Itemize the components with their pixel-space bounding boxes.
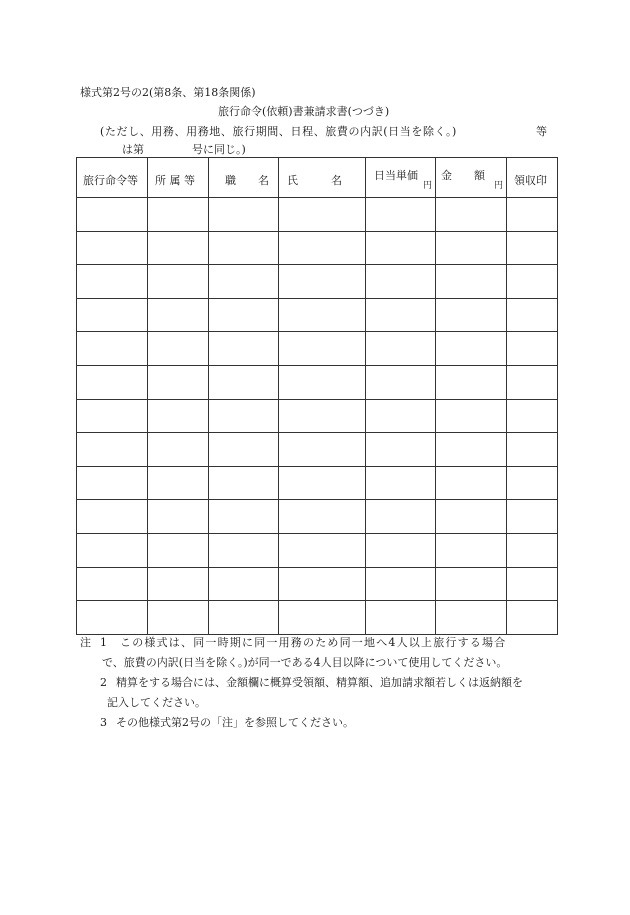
table-row <box>77 332 558 366</box>
table-cell[interactable] <box>507 399 558 433</box>
table-cell[interactable] <box>148 265 209 299</box>
header-name: 氏 名 <box>279 158 366 198</box>
note-1-line1: この様式は、同一時期に同一用務のため同一地へ4人以上旅行する場合 <box>120 636 507 649</box>
table-cell[interactable] <box>209 332 279 366</box>
table-row <box>77 601 558 635</box>
table-cell[interactable] <box>209 198 279 232</box>
table-cell[interactable] <box>148 399 209 433</box>
table-cell[interactable] <box>148 231 209 265</box>
yen-unit: 円 <box>493 181 503 191</box>
table-cell[interactable] <box>279 231 366 265</box>
table-cell[interactable] <box>148 601 209 635</box>
table-cell[interactable] <box>279 198 366 232</box>
table-cell[interactable] <box>436 365 507 399</box>
table-cell[interactable] <box>436 466 507 500</box>
table-row <box>77 365 558 399</box>
table-cell[interactable] <box>209 567 279 601</box>
table-cell[interactable] <box>148 466 209 500</box>
table-cell[interactable] <box>77 433 148 467</box>
table-cell[interactable] <box>366 399 436 433</box>
expense-table <box>76 157 558 635</box>
table-cell[interactable] <box>436 198 507 232</box>
table-cell[interactable] <box>148 298 209 332</box>
table-cell[interactable] <box>507 601 558 635</box>
header-amount: 金 額 円 <box>436 158 507 198</box>
note-3-line1: その他様式第2号の「注」を参照してください。 <box>116 716 354 729</box>
table-cell[interactable] <box>209 500 279 534</box>
table-cell[interactable] <box>279 332 366 366</box>
table-cell[interactable] <box>77 567 148 601</box>
table-cell[interactable] <box>148 567 209 601</box>
table-cell[interactable] <box>77 265 148 299</box>
note-2-number: 2 <box>100 676 107 689</box>
table-cell[interactable] <box>436 231 507 265</box>
table-cell[interactable] <box>436 601 507 635</box>
table-cell[interactable] <box>436 533 507 567</box>
table-cell[interactable] <box>279 533 366 567</box>
table-cell[interactable] <box>436 433 507 467</box>
table-cell[interactable] <box>366 533 436 567</box>
table-cell[interactable] <box>507 567 558 601</box>
table-cell[interactable] <box>366 433 436 467</box>
table-cell[interactable] <box>366 601 436 635</box>
yen-unit: 円 <box>422 181 432 191</box>
table-cell[interactable] <box>209 533 279 567</box>
table-cell[interactable] <box>209 365 279 399</box>
table-cell[interactable] <box>507 231 558 265</box>
table-row <box>77 231 558 265</box>
table-cell[interactable] <box>148 332 209 366</box>
table-cell[interactable] <box>366 298 436 332</box>
table-body <box>77 198 558 635</box>
table-cell[interactable] <box>507 466 558 500</box>
header-receipt-seal: 領収印 <box>507 158 558 198</box>
table-cell[interactable] <box>77 466 148 500</box>
table-cell[interactable] <box>148 500 209 534</box>
table-cell[interactable] <box>366 365 436 399</box>
header-note-line1-end: 等 <box>536 125 547 138</box>
table-cell[interactable] <box>148 198 209 232</box>
table-cell[interactable] <box>507 265 558 299</box>
table-cell[interactable] <box>77 198 148 232</box>
table-row <box>77 533 558 567</box>
form-id: 様式第2号の2(第8条、第18条関係) <box>80 86 256 99</box>
table-cell[interactable] <box>507 198 558 232</box>
table-cell[interactable] <box>507 298 558 332</box>
table-cell[interactable] <box>507 365 558 399</box>
table-cell[interactable] <box>279 265 366 299</box>
table-cell[interactable] <box>507 332 558 366</box>
table-cell[interactable] <box>77 298 148 332</box>
table-cell[interactable] <box>279 399 366 433</box>
table-cell[interactable] <box>366 198 436 232</box>
table-cell[interactable] <box>279 365 366 399</box>
notes-prefix: 注 <box>80 636 91 649</box>
table-cell[interactable] <box>77 533 148 567</box>
header-affiliation: 所 属 等 <box>148 158 209 198</box>
table-row <box>77 399 558 433</box>
header-note-line2-start: は第 <box>122 143 144 156</box>
header-note-line1: (ただし、用務、用務地、旅行期間、日程、旅費の内訳(日当を除く。) <box>100 125 457 138</box>
table-cell[interactable] <box>279 466 366 500</box>
header-daily-rate: 日当単価 円 <box>366 158 436 198</box>
table-row <box>77 567 558 601</box>
table-cell[interactable] <box>279 567 366 601</box>
table-cell[interactable] <box>366 231 436 265</box>
note-3-number: 3 <box>100 716 107 729</box>
table-cell[interactable] <box>209 433 279 467</box>
header-order-type: 旅行命令等 <box>77 158 148 198</box>
table-cell[interactable] <box>209 265 279 299</box>
table-cell[interactable] <box>148 433 209 467</box>
table-cell[interactable] <box>77 500 148 534</box>
table-row <box>77 265 558 299</box>
table-cell[interactable] <box>77 231 148 265</box>
note-1-number: 1 <box>100 636 107 649</box>
table-cell[interactable] <box>507 533 558 567</box>
note-2-line1: 精算をする場合には、金額欄に概算受領額、精算額、追加請求額若しくは返納額を <box>116 676 523 689</box>
table-cell[interactable] <box>436 332 507 366</box>
table-cell[interactable] <box>279 433 366 467</box>
table-cell[interactable] <box>209 399 279 433</box>
table-cell[interactable] <box>77 601 148 635</box>
table-cell[interactable] <box>366 466 436 500</box>
table-cell[interactable] <box>507 500 558 534</box>
document-title: 旅行命令(依頼)書兼請求書(つづき) <box>218 105 390 118</box>
note-2-line2: 記入してください。 <box>107 696 206 709</box>
table-cell[interactable] <box>366 500 436 534</box>
table-row <box>77 433 558 467</box>
table-cell[interactable] <box>436 298 507 332</box>
table-cell[interactable] <box>436 265 507 299</box>
table-cell[interactable] <box>366 332 436 366</box>
table-header-row <box>77 158 558 198</box>
table-row <box>77 198 558 232</box>
table-row <box>77 466 558 500</box>
table-cell[interactable] <box>436 500 507 534</box>
header-note-line2-end: 号に同じ。) <box>192 143 246 156</box>
table-cell[interactable] <box>77 365 148 399</box>
table-cell[interactable] <box>148 365 209 399</box>
table-cell[interactable] <box>209 601 279 635</box>
table-cell[interactable] <box>366 567 436 601</box>
table-row <box>77 500 558 534</box>
table-cell[interactable] <box>436 399 507 433</box>
table-cell[interactable] <box>148 533 209 567</box>
table-cell[interactable] <box>77 399 148 433</box>
table-cell[interactable] <box>507 433 558 467</box>
table-cell[interactable] <box>77 332 148 366</box>
table-row <box>77 298 558 332</box>
table-cell[interactable] <box>209 298 279 332</box>
table-cell[interactable] <box>366 265 436 299</box>
table-cell[interactable] <box>279 500 366 534</box>
table-cell[interactable] <box>209 231 279 265</box>
table-cell[interactable] <box>279 601 366 635</box>
table-cell[interactable] <box>279 298 366 332</box>
table-cell[interactable] <box>209 466 279 500</box>
table-cell[interactable] <box>436 567 507 601</box>
note-1-line2: で、旅費の内訳(日当を除く。)が同一である4人目以降について使用してください。 <box>102 656 508 669</box>
header-position: 職 名 <box>209 158 279 198</box>
